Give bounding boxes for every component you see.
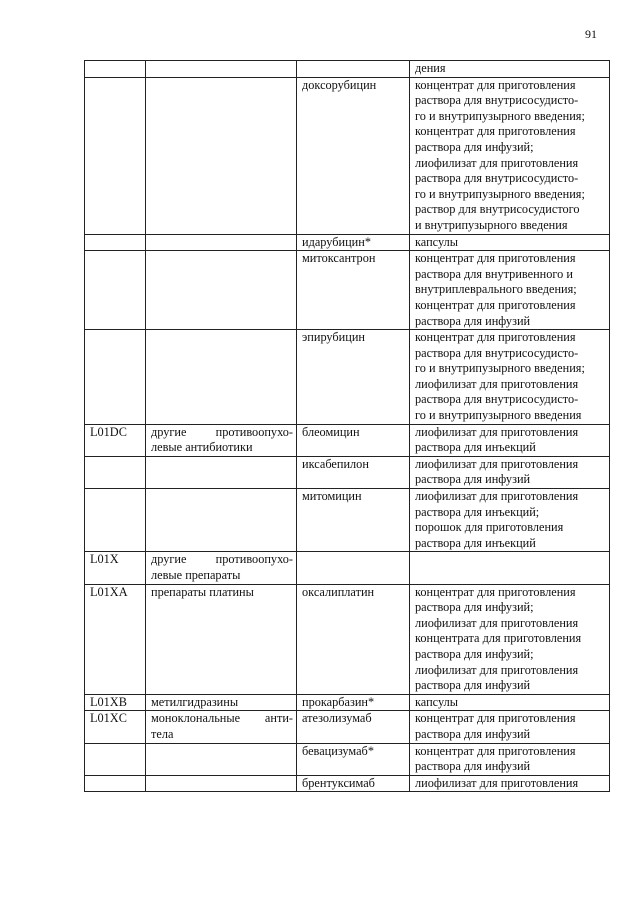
dosage-form-line: раствора для внутривенного и (415, 266, 573, 281)
atc-code-cell (85, 234, 146, 251)
dosage-form-line: и внутрипузырного введения (415, 217, 568, 232)
dosage-form-line: раствора для инфузий (415, 726, 531, 741)
table-row (85, 584, 610, 694)
table-row (85, 251, 610, 330)
dosage-form-line: концентрат для приготовления (415, 743, 576, 758)
dosage-form-line: раствора для инфузий; (415, 600, 534, 615)
dosage-form-cell (410, 234, 610, 251)
dosage-form-line: концентрат для приготовления (415, 584, 576, 599)
drug-name-cell: идарубицин* (297, 234, 410, 251)
dosage-form-line: го и внутрипузырного введения (415, 408, 582, 423)
group-name-cell (146, 489, 297, 552)
dosage-form-line: го и внутрипузырного введения; (415, 186, 585, 201)
dosage-form-line: лиофилизат для приготовления (415, 775, 579, 790)
group-name-cell (146, 743, 297, 775)
table-row (85, 743, 610, 775)
dosage-form-cell (410, 251, 610, 330)
dosage-form-cell (410, 584, 610, 694)
drug-name-cell: прокарбазин* (297, 694, 410, 711)
table-row (85, 77, 610, 234)
atc-code-cell (85, 489, 146, 552)
drug-name-cell: доксорубицин (297, 77, 410, 234)
atc-code-cell (85, 743, 146, 775)
group-name-cell: препараты платины (146, 584, 297, 694)
dosage-form-line: концентрат для приготовления (415, 297, 576, 312)
drug-name-cell (297, 552, 410, 584)
dosage-form-line: концентрат для приготовления (415, 124, 576, 139)
dosage-form-cell (410, 424, 610, 456)
atc-code-cell (85, 775, 146, 792)
atc-code-cell (85, 61, 146, 78)
table-row (85, 456, 610, 488)
dosage-form-line: го и внутрипузырного введения; (415, 108, 585, 123)
drug-name-cell: оксалиплатин (297, 584, 410, 694)
atc-code-cell: L01XA (85, 584, 146, 694)
group-name-cell (146, 330, 297, 425)
atc-code-cell (85, 456, 146, 488)
dosage-form-line: капсулы (415, 234, 458, 249)
drug-name-cell: атезолизумаб (297, 711, 410, 743)
dosage-form-line: дения (415, 61, 446, 75)
dosage-form-line: раствора для инфузий (415, 678, 531, 693)
dosage-form-line: лиофилизат для приготовления (415, 424, 579, 439)
dosage-form-line: раствора для инфузий; (415, 139, 534, 154)
dosage-form-line: раствора для инфузий (415, 313, 531, 328)
group-name-cell (146, 456, 297, 488)
group-name-cell: другие противоопухо-левые антибиотики (146, 424, 297, 456)
dosage-form-line: раствора для внутрисосудисто- (415, 345, 579, 360)
atc-code-cell: L01DC (85, 424, 146, 456)
dosage-form-line: раствор для внутрисосудистого (415, 202, 580, 217)
group-name-cell (146, 251, 297, 330)
dosage-form-cell (410, 61, 610, 78)
atc-code-cell (85, 330, 146, 425)
dosage-form-line: капсулы (415, 694, 458, 709)
dosage-form-line: раствора для инъекций (415, 440, 536, 455)
dosage-form-line: лиофилизат для приготовления (415, 376, 579, 391)
dosage-form-line: го и внутрипузырного введения; (415, 361, 585, 376)
table-row (85, 234, 610, 251)
group-name-cell: моноклональные анти-тела (146, 711, 297, 743)
group-name-cell: другие противоопухо-левые препараты (146, 552, 297, 584)
dosage-form-line: раствора для инъекций (415, 535, 536, 550)
table-row (85, 489, 610, 552)
table-row (85, 61, 610, 78)
drug-name-cell: митомицин (297, 489, 410, 552)
group-name-cell (146, 61, 297, 78)
drug-table (84, 60, 610, 792)
dosage-form-cell (410, 775, 610, 792)
dosage-form-line: лиофилизат для приготовления (415, 615, 579, 630)
dosage-form-line: раствора для инъекций; (415, 504, 540, 519)
drug-name-cell: эпирубицин (297, 330, 410, 425)
group-name-cell: метилгидразины (146, 694, 297, 711)
group-name-cell (146, 775, 297, 792)
dosage-form-line: раствора для инфузий; (415, 646, 534, 661)
dosage-form-cell (410, 711, 610, 743)
dosage-form-line: лиофилизат для приготовления (415, 155, 579, 170)
page-number: 91 (585, 27, 597, 41)
table-row (85, 775, 610, 792)
dosage-form-cell (410, 77, 610, 234)
drug-name-cell: брентуксимаб (297, 775, 410, 792)
drug-name-cell: бевацизумаб* (297, 743, 410, 775)
dosage-form-line: лиофилизат для приготовления (415, 456, 579, 471)
dosage-form-line: концентрат для приготовления (415, 330, 576, 345)
atc-code-cell: L01XC (85, 711, 146, 743)
table-row (85, 552, 610, 584)
dosage-form-cell (410, 489, 610, 552)
drug-name-cell: иксабепилон (297, 456, 410, 488)
atc-code-cell: L01XB (85, 694, 146, 711)
dosage-form-line: раствора для внутрисосудисто- (415, 392, 579, 407)
dosage-form-cell (410, 552, 610, 584)
dosage-form-line: внутриплеврального введения; (415, 282, 577, 297)
atc-code-cell: L01X (85, 552, 146, 584)
drug-name-cell: блеомицин (297, 424, 410, 456)
table-row (85, 711, 610, 743)
dosage-form-line: порошок для приготовления (415, 520, 564, 535)
drug-name-cell (297, 61, 410, 78)
dosage-form-line: раствора для инфузий (415, 759, 531, 774)
atc-code-cell (85, 251, 146, 330)
dosage-form-line: раствора для инфузий (415, 472, 531, 487)
dosage-form-line: раствора для внутрисосудисто- (415, 171, 579, 186)
drug-name-cell: митоксантрон (297, 251, 410, 330)
dosage-form-line: концентрат для приготовления (415, 251, 576, 266)
dosage-form-cell (410, 330, 610, 425)
dosage-form-line: концентрата для приготовления (415, 631, 582, 646)
dosage-form-line: концентрат для приготовления (415, 711, 576, 726)
atc-code-cell (85, 77, 146, 234)
dosage-form-line: концентрат для приготовления (415, 77, 576, 92)
group-name-cell (146, 77, 297, 234)
table-row (85, 424, 610, 456)
dosage-form-line: лиофилизат для приготовления (415, 489, 579, 504)
dosage-form-line: раствора для внутрисосудисто- (415, 93, 579, 108)
dosage-form-cell (410, 743, 610, 775)
dosage-form-line: лиофилизат для приготовления (415, 662, 579, 677)
dosage-form-cell (410, 694, 610, 711)
table-row (85, 694, 610, 711)
group-name-cell (146, 234, 297, 251)
table-row (85, 330, 610, 425)
dosage-form-cell (410, 456, 610, 488)
